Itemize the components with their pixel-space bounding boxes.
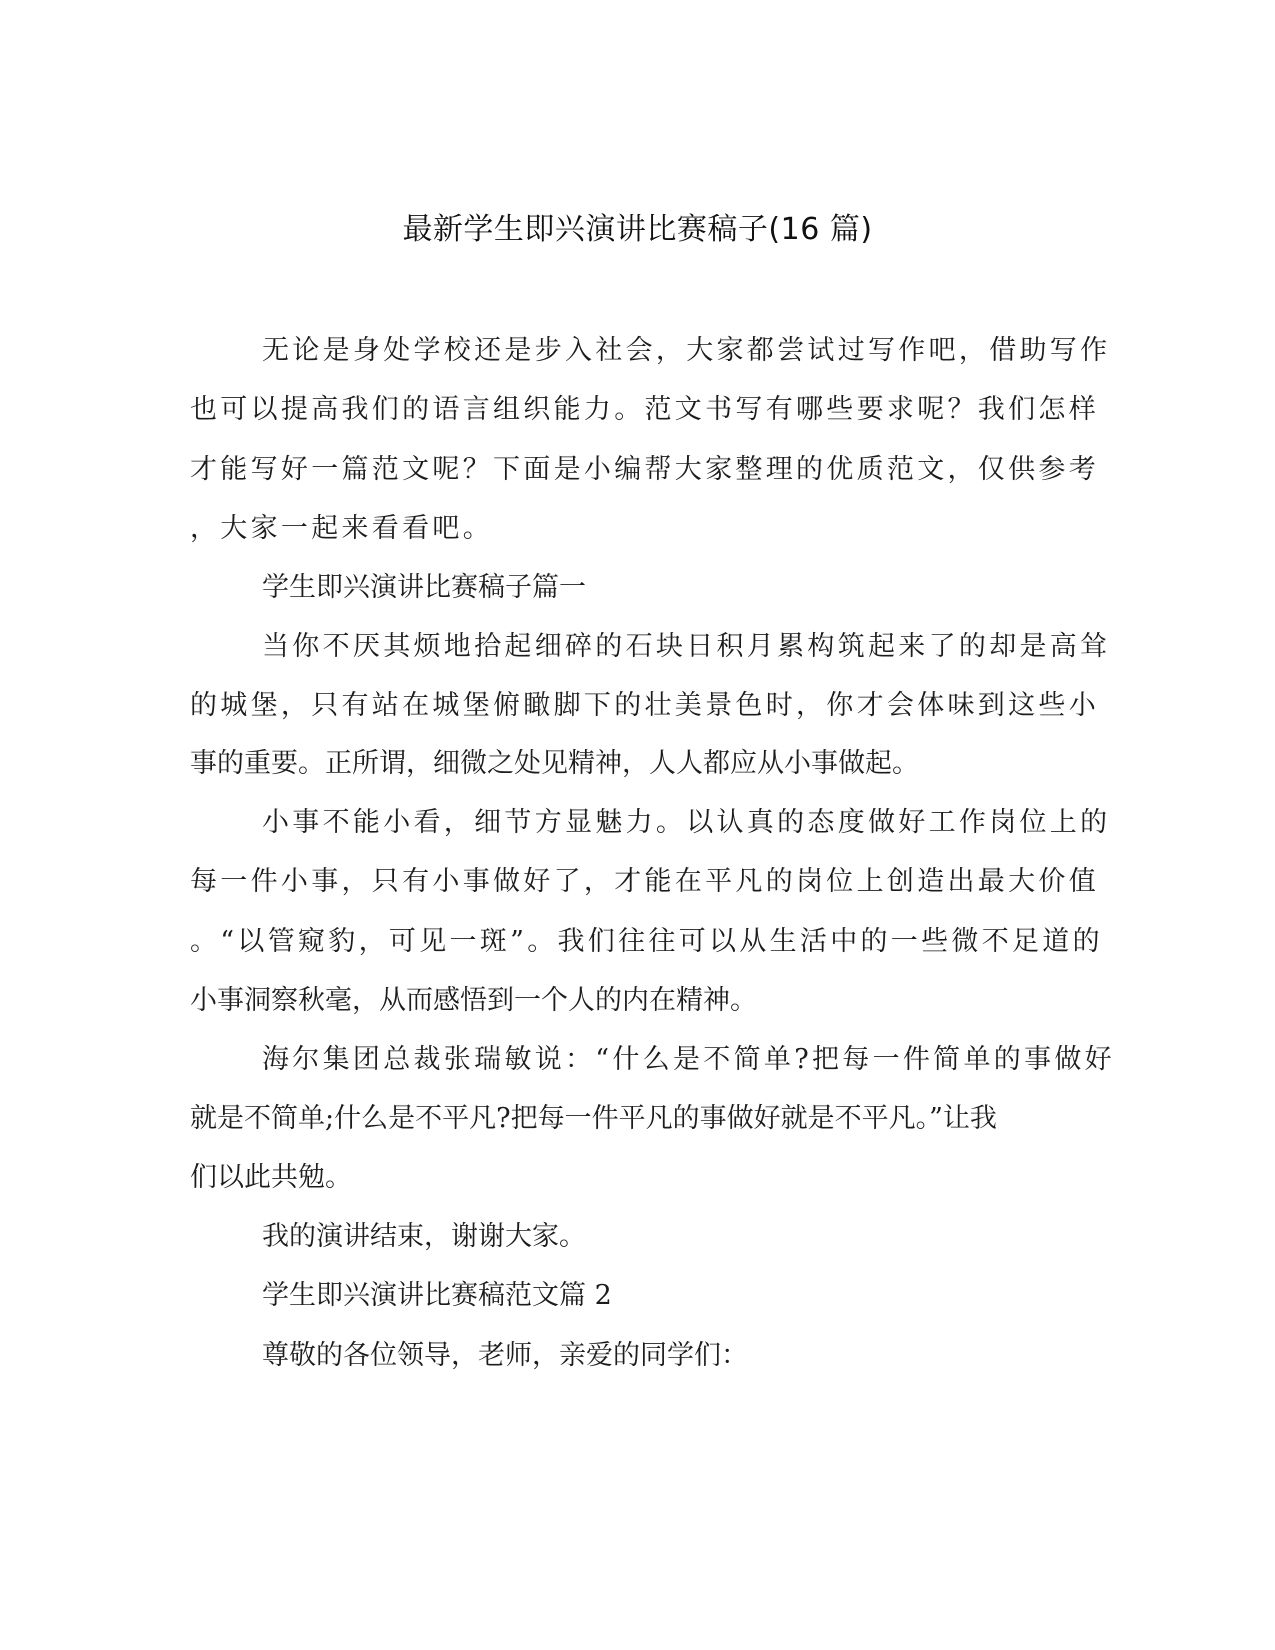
paragraph-line: ，大家一起来看看吧。 [190,513,493,544]
paragraph-line: 才能写好一篇范文呢？下面是小编帮大家整理的优质范文，仅供参考 [190,454,1099,485]
document-title: 最新学生即兴演讲比赛稿子(16 篇) [402,212,873,247]
paragraph-line: 当你不厌其烦地拾起细碎的石块日积月累构筑起来了的却是高耸 [262,631,1111,662]
paragraph-line: 尊敬的各位领导，老师，亲爱的同学们： [262,1340,748,1371]
paragraph-line: 的城堡，只有站在城堡俯瞰脚下的壮美景色时，你才会体味到这些小 [190,690,1099,721]
paragraph-line: 。“以管窥豹，可见一斑”。我们往往可以从生活中的一些微不足道的 [190,926,1103,957]
section-heading: 学生即兴演讲比赛稿子篇一 [262,572,586,603]
paragraph-line: 小事不能小看，细节方显魅力。以认真的态度做好工作岗位上的 [262,807,1111,838]
paragraph-line: 无论是身处学校还是步入社会，大家都尝试过写作吧，借助写作 [262,335,1111,366]
paragraph-line: 也可以提高我们的语言组织能力。范文书写有哪些要求呢？我们怎样 [190,394,1099,425]
section-heading: 学生即兴演讲比赛稿范文篇 2 [262,1280,612,1311]
paragraph-line: 就是不简单;什么是不平凡?把每一件平凡的事做好就是不平凡。”让我 [190,1103,997,1134]
paragraph-line: 我的演讲结束，谢谢大家。 [262,1221,586,1252]
paragraph-line: 每一件小事，只有小事做好了，才能在平凡的岗位上创造出最大价值 [190,866,1099,897]
paragraph-line: 小事洞察秋毫，从而感悟到一个人的内在精神。 [190,985,757,1016]
paragraph-line: 海尔集团总裁张瑞敏说：“什么是不简单?把每一件简单的事做好 [262,1044,1115,1075]
paragraph-line: 们以此共勉。 [190,1162,352,1193]
paragraph-line: 事的重要。正所谓，细微之处见精神，人人都应从小事做起。 [190,748,919,779]
